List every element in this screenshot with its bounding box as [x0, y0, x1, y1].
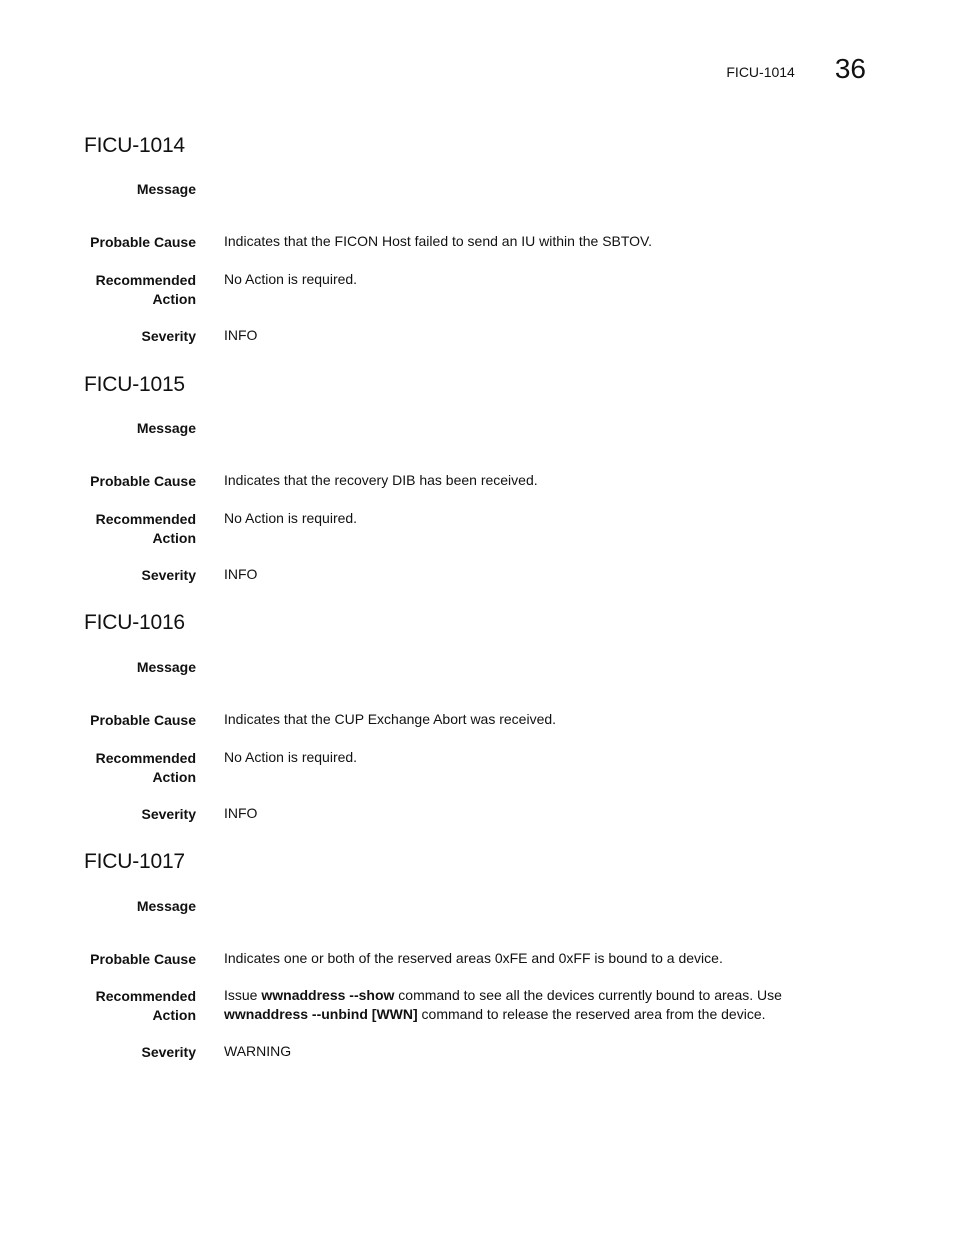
severity-label: Severity [141, 328, 196, 344]
recommended-action-label: Recommended Action [95, 988, 196, 1023]
recommended-action-value: No Action is required. [224, 510, 358, 526]
message-label: Message [136, 898, 196, 914]
chapter-number: 36 [834, 53, 866, 84]
recommended-action-label: Recommended Action [95, 272, 196, 307]
entry-title: FICU-1015 [84, 373, 185, 396]
probable-cause-value: Indicates that the CUP Exchange Abort was received. [224, 711, 557, 727]
recommended-action-value: No Action is required. [224, 749, 358, 765]
severity-value: WARNING [224, 1043, 292, 1059]
probable-cause-value: Indicates that the FICON Host failed to send an IU within the SBTOV. [224, 233, 652, 249]
command-wwnaddress-show: wwnaddress --show [261, 987, 395, 1003]
probable-cause-label: Probable Cause [90, 712, 196, 728]
entry-title: FICU-1014 [84, 134, 185, 157]
severity-label: Severity [141, 567, 196, 583]
page-header [726, 55, 866, 83]
probable-cause-label: Probable Cause [90, 951, 196, 967]
message-label: Message [136, 420, 196, 436]
entry-title: FICU-1016 [84, 611, 185, 634]
probable-cause-label: Probable Cause [90, 234, 196, 250]
message-label: Message [136, 181, 196, 197]
severity-value: INFO [224, 327, 258, 343]
message-label: Message [136, 659, 196, 675]
recommended-action-value: No Action is required. [224, 271, 358, 287]
command-wwnaddress-unbind: wwnaddress --unbind [WWN] [224, 1006, 418, 1022]
severity-value: INFO [224, 566, 258, 582]
recommended-action-value: Issue wwnaddress --show command to see all the devices currently bound to areas. Use wwnaddress --unbind [WWN] command to release the reserved area from the device. [224, 987, 782, 1022]
recommended-action-label: Recommended Action [95, 750, 196, 785]
probable-cause-label: Probable Cause [90, 473, 196, 489]
severity-label: Severity [141, 806, 196, 822]
severity-label: Severity [141, 1044, 196, 1060]
probable-cause-value: Indicates that the recovery DIB has been received. [224, 472, 538, 488]
entry-title: FICU-1017 [84, 850, 185, 873]
probable-cause-value: Indicates one or both of the reserved areas 0xFE and 0xFF is bound to a device. [224, 950, 723, 966]
recommended-action-label: Recommended Action [95, 511, 196, 546]
running-header-title: FICU-1014 [726, 64, 795, 80]
severity-value: INFO [224, 805, 258, 821]
